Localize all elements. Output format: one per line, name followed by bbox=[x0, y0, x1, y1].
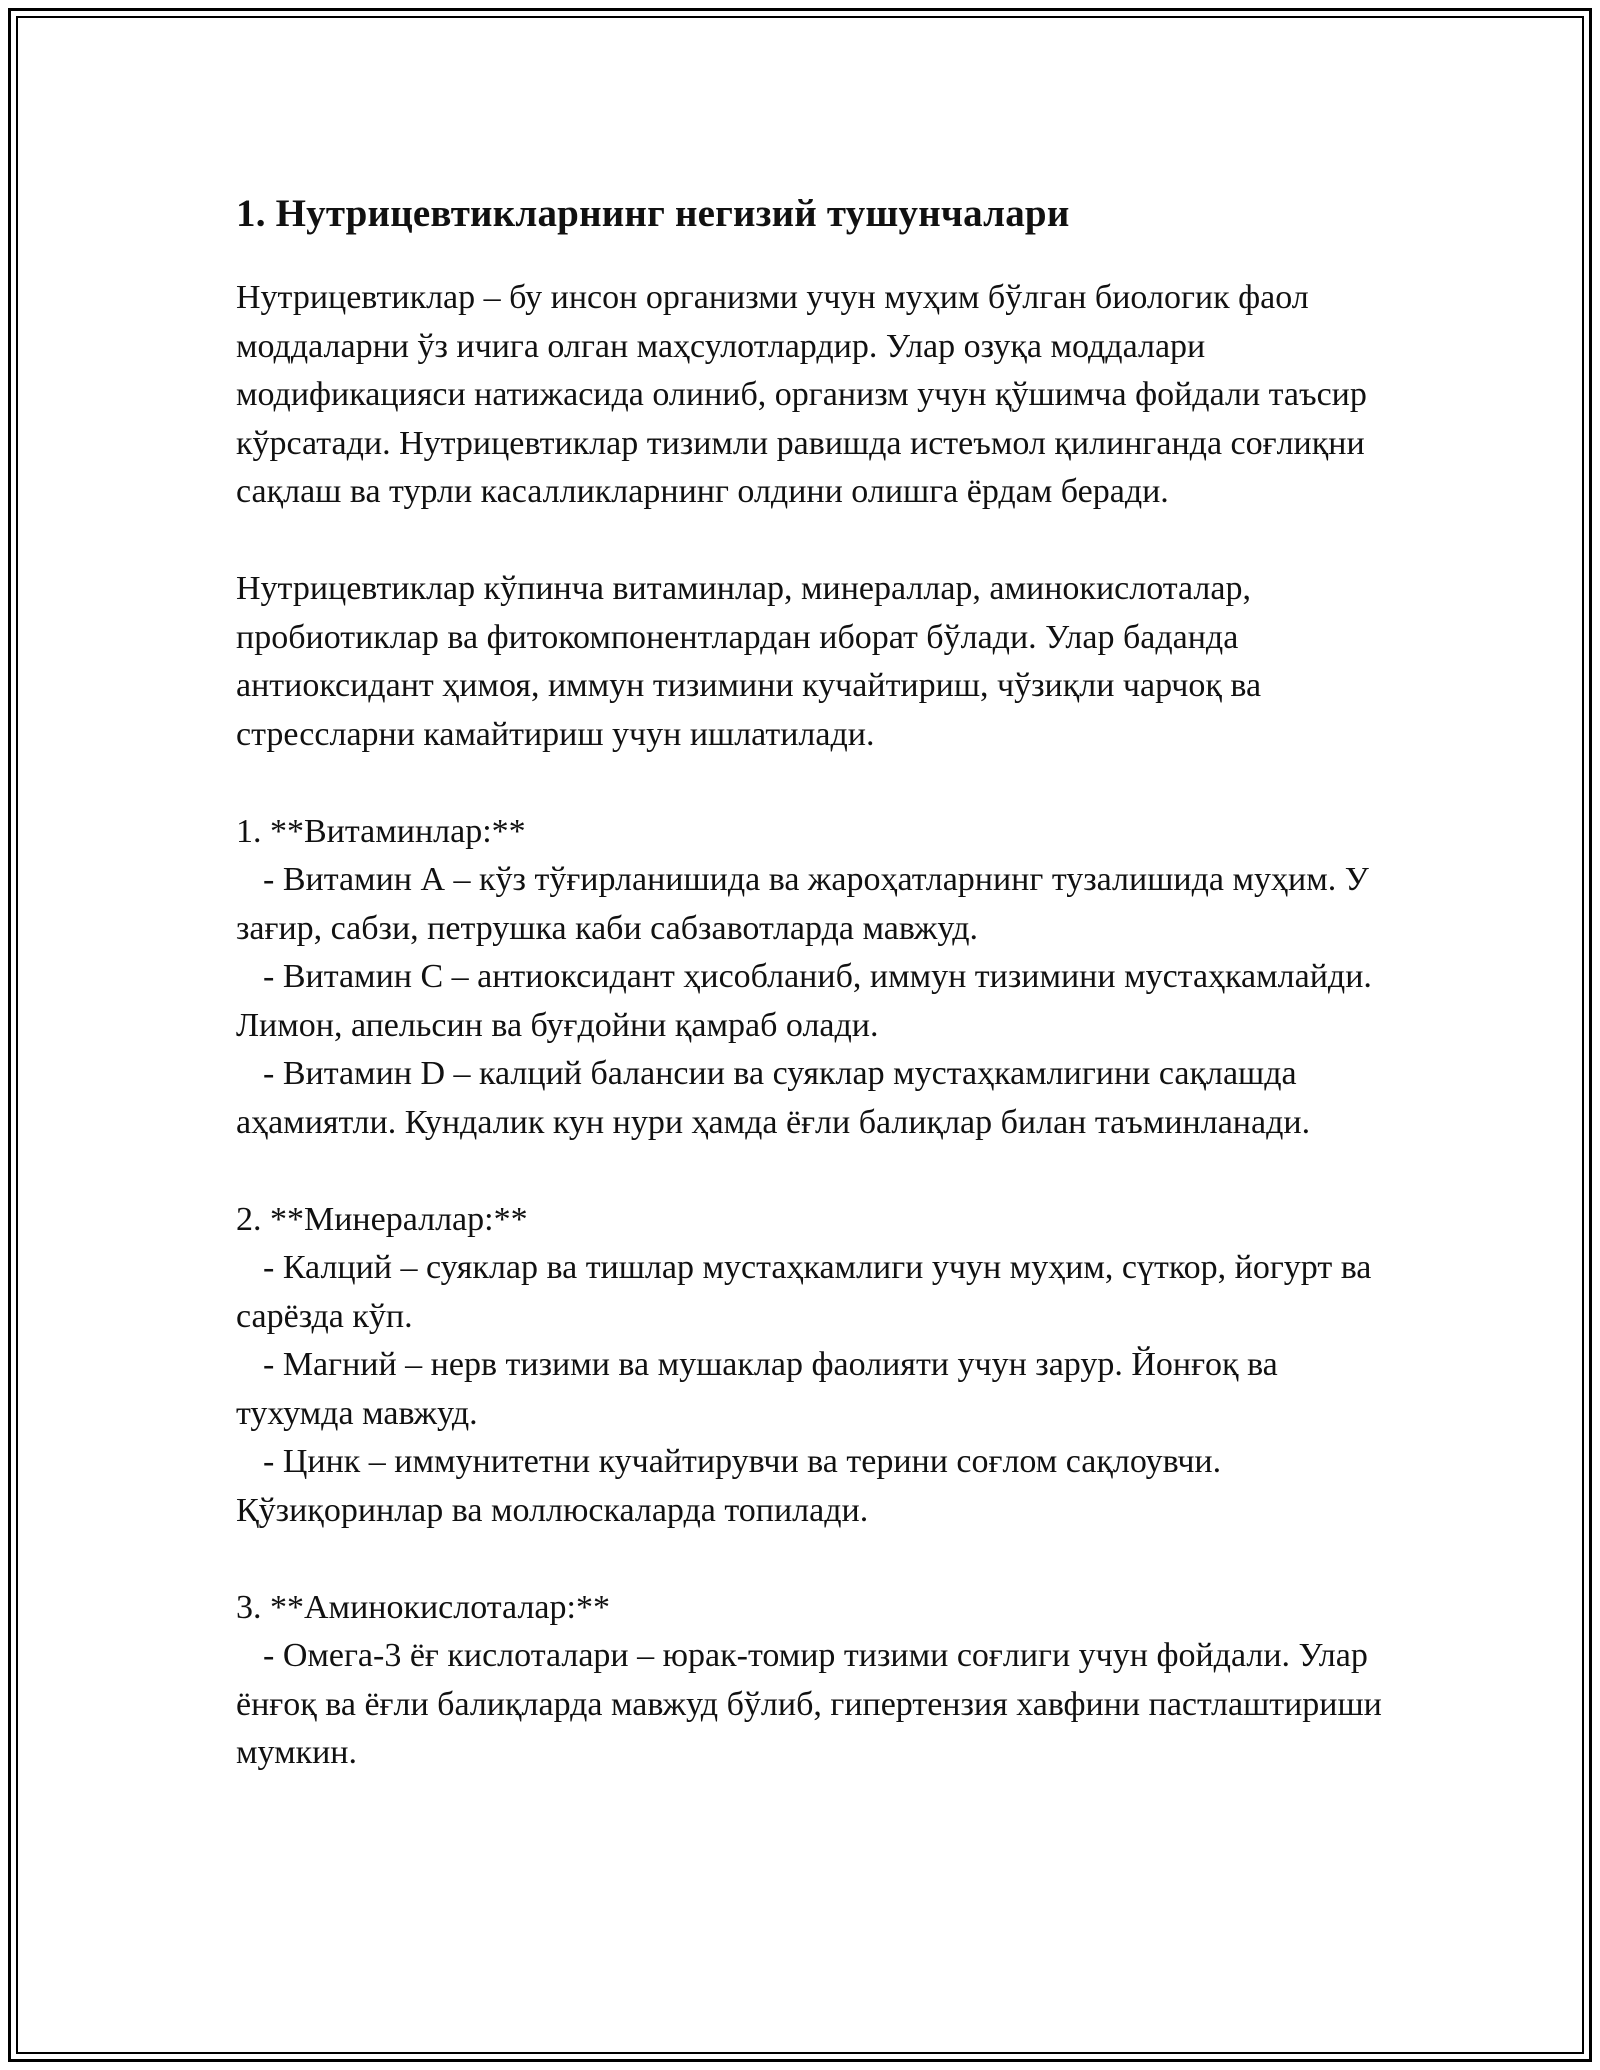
document-title: 1. Нутрицевтикларнинг негизий тушунчалари bbox=[236, 192, 1070, 235]
paragraph-gap bbox=[236, 517, 1386, 566]
list-item-text: - Витамин С – антиоксидант ҳисобланиб, иммун тизимини мустаҳкамлайди. Лимон, апельсин ва буғдойни қамраб олади. bbox=[236, 958, 1381, 1044]
intro-paragraph: Нутрицевтиклар – бу инсон организми учун муҳим бўлган биологик фаол моддаларни ўз ичига олган маҳсулотлардир. Улар озуқа моддалари модификацияси натижасида олиниб, организм учун қўшимча фойдали таъсир кўрсатади. Нутрицевтиклар тизимли равишда истеъмол қилинганда соғлиқни сақлаш ва турли касалликларнинг олдини олишга ёрдам беради. bbox=[236, 279, 1376, 510]
paragraph-gap bbox=[236, 759, 1386, 808]
list-item-text: - Магний – нерв тизими ва мушаклар фаолияти учун зарур. Йонғоқ ва тухумда мавжуд. bbox=[236, 1346, 1287, 1432]
document-body bbox=[236, 186, 1391, 1778]
paragraph-gap bbox=[236, 1147, 1386, 1196]
list-item bbox=[236, 1244, 1386, 1341]
list-item-text: - Цинк – иммунитетни кучайтирувчи ва терини соғлом сақлоувчи. Қўзиқоринлар ва моллюскаларда топилади. bbox=[236, 1443, 1230, 1529]
section-heading-vitamins: 1. **Витаминлар:** bbox=[236, 812, 526, 850]
list-item bbox=[236, 1632, 1391, 1778]
list-item-text: - Калций – суяклар ва тишлар мустаҳкамлиги учун муҳим, сүткор, йогурт ва сарёзда кўп. bbox=[236, 1249, 1380, 1335]
list-item bbox=[236, 1438, 1386, 1535]
list-item-text: - Омега-3 ёғ кислоталари – юрак-томир тизими соғлиги учун фойдали. Улар ёнғоқ ва ёғли балиқларда мавжуд бўлиб, гипертензия хавфини пастлаштириши мумкин. bbox=[236, 1637, 1391, 1771]
list-item-text: - Витамин А – кўз тўғирланишида ва жароҳатларнинг тузалишида муҳим. У зағир, сабзи, петрушка каби сабзавотларда мавжуд. bbox=[236, 861, 1378, 947]
list-item bbox=[236, 1341, 1386, 1438]
list-item-text: - Витамин D – калций балансии ва суяклар мустаҳкамлигини сақлашда аҳамиятли. Кундалик кун нури ҳамда ёғли балиқлар билан таъминланади. bbox=[236, 1055, 1311, 1141]
list-item bbox=[236, 953, 1386, 1050]
section-heading-amino-acids: 3. **Аминокислоталар:** bbox=[236, 1588, 610, 1626]
list-item bbox=[236, 856, 1386, 953]
composition-paragraph: Нутрицевтиклар кўпинча витаминлар, минераллар, аминокислоталар, пробиотиклар ва фитокомпонентлардан иборат бўлади. Улар баданда антиоксидант ҳимоя, иммун тизимини кучайтириш, чўзиқли чарчоқ ва стрессларни камайтириш учун ишлатилади. bbox=[236, 570, 1270, 753]
list-item bbox=[236, 1050, 1386, 1147]
paragraph-gap bbox=[236, 1535, 1386, 1584]
section-heading-minerals: 2. **Минераллар:** bbox=[236, 1200, 528, 1238]
